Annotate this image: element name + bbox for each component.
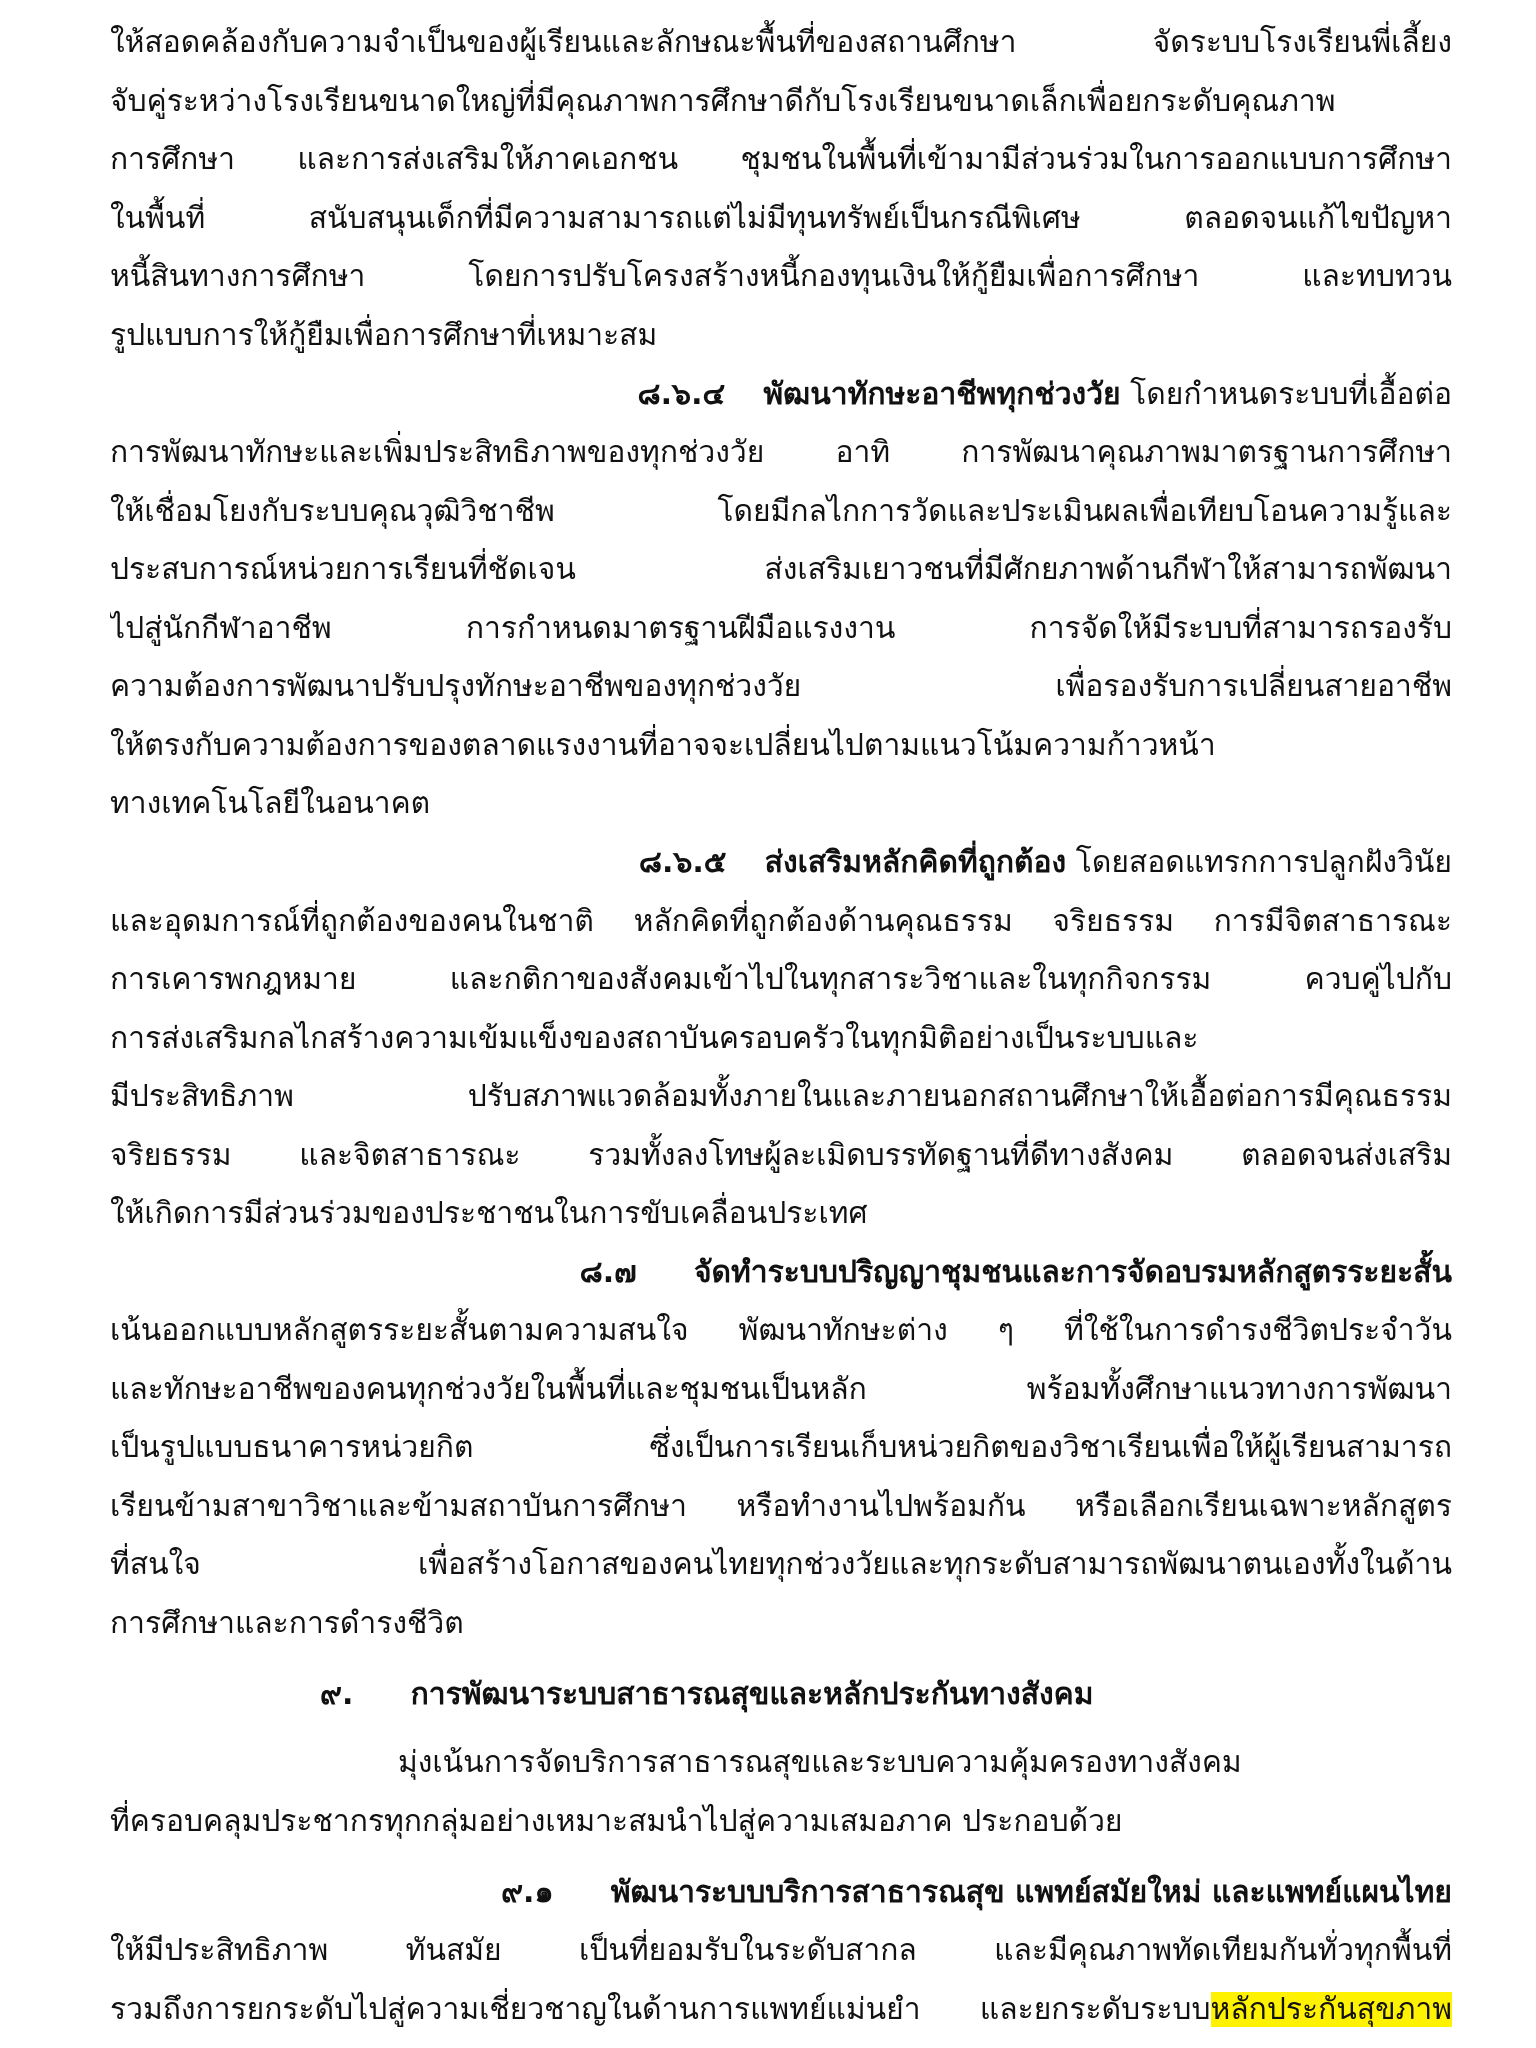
section-number: ๙.๑: [501, 1875, 554, 1910]
paragraph-line: หนี้สินทางการศึกษา โดยการปรับโครงสร้างหนี้กองทุนเงินให้กู้ยืมเพื่อการศึกษา และทบทวน: [110, 259, 1452, 294]
section-number: ๘.๖.๕: [638, 845, 727, 880]
paragraph-line: การศึกษา และการส่งเสริมให้ภาคเอกชน ชุมชนในพื้นที่เข้ามามีส่วนร่วมในการออกแบบการศึกษา: [110, 142, 1452, 177]
section-title: จัดทำระบบปริญญาชุมชนและการจัดอบรมหลักสูตรระยะสั้น: [693, 1255, 1452, 1290]
paragraph-text: รวมถึงการยกระดับไปสู่ความเชี่ยวชาญในด้านการแพทย์แม่นยำ และยกระดับระบบ: [110, 1992, 1211, 2027]
section-number: ๘.๗: [579, 1255, 637, 1290]
section-number: ๙.: [320, 1677, 354, 1712]
paragraph-line: รูปแบบการให้กู้ยืมเพื่อการศึกษาที่เหมาะสม: [110, 318, 658, 353]
paragraph-line: การส่งเสริมกลไกสร้างความเข้มแข็งของสถาบันครอบครัวในทุกมิติอย่างเป็นระบบและ: [110, 1021, 1199, 1056]
paragraph-line: จริยธรรม และจิตสาธารณะ รวมทั้งลงโทษผู้ละเมิดบรรทัดฐานที่ดีทางสังคม ตลอดจนส่งเสริม: [110, 1138, 1452, 1173]
section-title: พัฒนาระบบบริการสาธารณสุข แพทย์สมัยใหม่ และแพทย์แผนไทย: [610, 1875, 1452, 1910]
section-lead-text: โดยสอดแทรกการปลูกฝังวินัย: [1075, 845, 1452, 880]
paragraph-line: ให้ตรงกับความต้องการของตลาดแรงงานที่อาจจะเปลี่ยนไปตามแนวโน้มความก้าวหน้า: [110, 728, 1216, 763]
section-heading-9-1: [110, 1870, 1452, 1916]
section-title: การพัฒนาระบบสาธารณสุขและหลักประกันทางสังคม: [410, 1677, 1094, 1712]
paragraph-line: เป็นรูปแบบธนาคารหน่วยกิต ซึ่งเป็นการเรียนเก็บหน่วยกิตของวิชาเรียนเพื่อให้ผู้เรียนสามารถ: [110, 1430, 1452, 1465]
paragraph-line: ให้สอดคล้องกับความจำเป็นของผู้เรียนและลักษณะพื้นที่ของสถานศึกษา จัดระบบโรงเรียนพี่เลี้ยง: [110, 25, 1452, 60]
paragraph-line: ในพื้นที่ สนับสนุนเด็กที่มีความสามารถแต่ไม่มีทุนทรัพย์เป็นกรณีพิเศษ ตลอดจนแก้ไขปัญหา: [110, 201, 1452, 236]
section-heading-8-6-4: [110, 372, 1452, 418]
paragraph-line: เน้นออกแบบหลักสูตรระยะสั้นตามความสนใจ พัฒนาทักษะต่าง ๆ ที่ใช้ในการดำรงชีวิตประจำวัน: [110, 1313, 1452, 1348]
paragraph-line: การศึกษาและการดำรงชีวิต: [110, 1606, 464, 1641]
paragraph-line: มุ่งเน้นการจัดบริการสาธารณสุขและระบบความคุ้มครองทางสังคม: [398, 1745, 1242, 1780]
paragraph-line: ที่ครอบคลุมประชากรทุกกลุ่มอย่างเหมาะสมนำไปสู่ความเสมอภาค ประกอบด้วย: [110, 1804, 1123, 1839]
paragraph-line: และทักษะอาชีพของคนทุกช่วงวัยในพื้นที่และชุมชนเป็นหลัก พร้อมทั้งศึกษาแนวทางการพัฒนา: [110, 1372, 1452, 1407]
section-heading-8-7: [110, 1250, 1452, 1296]
paragraph-line: มีประสิทธิภาพ ปรับสภาพแวดล้อมทั้งภายในและภายนอกสถานศึกษาให้เอื้อต่อการมีคุณธรรม: [110, 1079, 1452, 1114]
paragraph-line: และอุดมการณ์ที่ถูกต้องของคนในชาติ หลักคิดที่ถูกต้องด้านคุณธรรม จริยธรรม การมีจิตสาธารณะ: [110, 904, 1452, 939]
paragraph-line: การพัฒนาทักษะและเพิ่มประสิทธิภาพของทุกช่วงวัย อาทิ การพัฒนาคุณภาพมาตรฐานการศึกษา: [110, 435, 1452, 470]
paragraph-line-highlighted: [110, 1987, 1452, 2033]
paragraph-line: เรียนข้ามสาขาวิชาและข้ามสถาบันการศึกษา หรือทำงานไปพร้อมกัน หรือเลือกเรียนเฉพาะหลักสูตร: [110, 1489, 1452, 1524]
paragraph-line: ทางเทคโนโลยีในอนาคต: [110, 786, 431, 821]
section-lead-text: โดยกำหนดระบบที่เอื้อต่อ: [1130, 377, 1452, 412]
paragraph-line: การเคารพกฎหมาย และกติกาของสังคมเข้าไปในทุกสาระวิชาและในทุกกิจกรรม ควบคู่ไปกับ: [110, 962, 1452, 997]
paragraph-line: ที่สนใจ เพื่อสร้างโอกาสของคนไทยทุกช่วงวัยและทุกระดับสามารถพัฒนาตนเองทั้งในด้าน: [110, 1547, 1452, 1582]
section-title: ส่งเสริมหลักคิดที่ถูกต้อง: [764, 845, 1067, 880]
paragraph-line: ประสบการณ์หน่วยการเรียนที่ชัดเจน ส่งเสริมเยาวชนที่มีศักยภาพด้านกีฬาให้สามารถพัฒนา: [110, 552, 1452, 587]
section-title: พัฒนาทักษะอาชีพทุกช่วงวัย: [763, 377, 1121, 412]
section-number: ๘.๖.๔: [637, 377, 726, 412]
paragraph-line: ความต้องการพัฒนาปรับปรุงทักษะอาชีพของทุกช่วงวัย เพื่อรองรับการเปลี่ยนสายอาชีพ: [110, 669, 1452, 704]
paragraph-line: ให้มีประสิทธิภาพ ทันสมัย เป็นที่ยอมรับในระดับสากล และมีคุณภาพทัดเทียมกันทั่วทุกพื้นที่: [110, 1933, 1452, 1968]
paragraph-line: จับคู่ระหว่างโรงเรียนขนาดใหญ่ที่มีคุณภาพการศึกษาดีกับโรงเรียนขนาดเล็กเพื่อยกระดับคุณภาพ: [110, 84, 1336, 119]
section-heading-9: [320, 1672, 1450, 1718]
paragraph-line: ให้เกิดการมีส่วนร่วมของประชาชนในการขับเคลื่อนประเทศ: [110, 1196, 868, 1231]
paragraph-line: ให้เชื่อมโยงกับระบบคุณวุฒิวิชาชีพ โดยมีกลไกการวัดและประเมินผลเพื่อเทียบโอนความรู้และ: [110, 494, 1452, 529]
highlighted-text: หลักประกันสุขภาพ: [1210, 1992, 1452, 2027]
paragraph-line: ไปสู่นักกีฬาอาชีพ การกำหนดมาตรฐานฝีมือแรงงาน การจัดให้มีระบบที่สามารถรองรับ: [110, 611, 1452, 646]
section-heading-8-6-5: [110, 840, 1452, 886]
